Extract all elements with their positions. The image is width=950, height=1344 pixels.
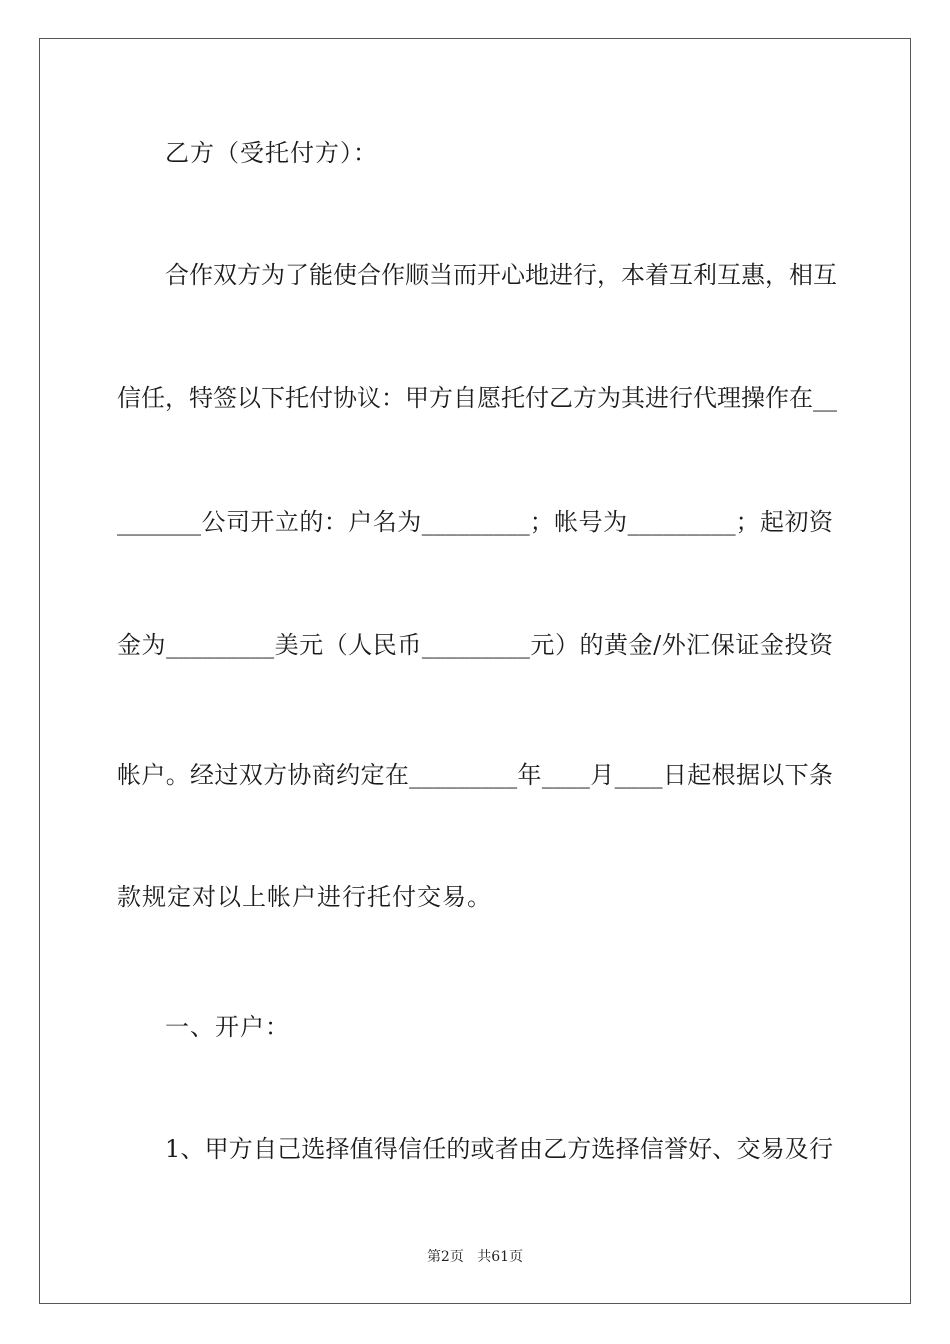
paragraph-line-5: 帐户。经过双方协商约定在_________年____月____日起根据以下条: [117, 761, 833, 789]
party-b-line: 乙方（受托付方）：: [165, 139, 378, 167]
page-border: [39, 38, 911, 1304]
clause-1-line: 1、甲方自己选择值得信任的或者由乙方选择信誉好、交易及行: [165, 1135, 833, 1163]
page-total: 共61页: [477, 1249, 524, 1265]
paragraph-line-6: 款规定对以上帐户进行托付交易。: [117, 883, 492, 911]
section-heading-open-account: 一、开户：: [165, 1013, 290, 1041]
paragraph-line-4: 金为_________美元（人民币_________元）的黄金/外汇保证金投资: [117, 631, 833, 659]
paragraph-line-3: _______公司开立的：户名为_________；帐号为_________；起初资: [117, 508, 833, 536]
paragraph-line-1: 合作双方为了能使合作顺当而开心地进行，本着互利互惠，相互: [165, 261, 837, 289]
page-footer: [0, 1248, 950, 1266]
paragraph-line-2: 信任，特签以下托付协议：甲方自愿托付乙方为其进行代理操作在__: [117, 384, 837, 412]
page-number: 第2页: [426, 1249, 464, 1265]
